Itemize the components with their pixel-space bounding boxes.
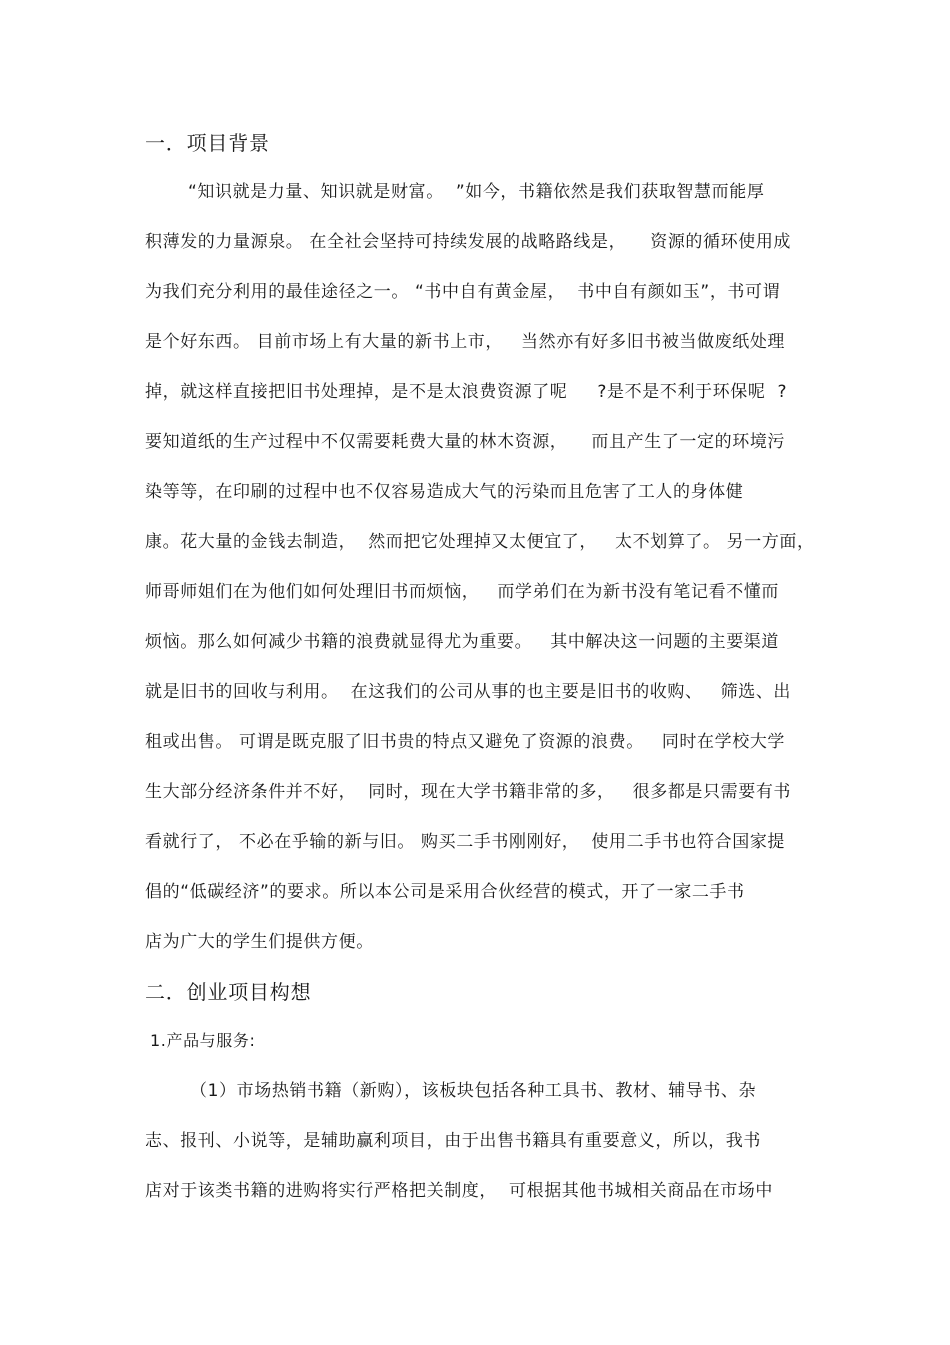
section-heading-startup-concept: 二．创业项目构想 xyxy=(145,980,312,1004)
paragraph-line: 倡的“低碳经济”的要求。所以本公司是采用合伙经营的模式，开了一家二手书 xyxy=(145,882,745,902)
paragraph-line: 染等等，在印刷的过程中也不仅容易造成大气的污染而且危害了工人的身体健 xyxy=(145,482,744,502)
paragraph-line: 为我们充分利用的最佳途径之一。 “书中自有黄金屋， 书中自有颜如玉”，书可谓 xyxy=(145,282,781,302)
paragraph-line: 积薄发的力量源泉。 在全社会坚持可持续发展的战略路线是， 资源的循环使用成 xyxy=(145,232,792,252)
paragraph-line: 就是旧书的回收与利用。 在这我们的公司从事的也主要是旧书的收购、 筛选、出 xyxy=(145,682,792,702)
paragraph-line: 烦恼。那么如何减少书籍的浪费就显得尤为重要。 其中解决这一问题的主要渠道 xyxy=(145,632,780,652)
paragraph-line: （1）市场热销书籍（新购），该板块包括各种工具书、教材、辅导书、杂 xyxy=(190,1081,757,1101)
paragraph-line: “知识就是力量、知识就是财富。 ”如今，书籍依然是我们获取智慧而能厚 xyxy=(188,182,765,202)
paragraph-line: 志、报刊、小说等，是辅助赢利项目，由于出售书籍具有重要意义，所以，我书 xyxy=(145,1131,761,1151)
paragraph-line: 掉，就这样直接把旧书处理掉，是不是太浪费资源了呢 ?是不是不利于环保呢 ? xyxy=(145,382,788,402)
paragraph-line: 师哥师姐们在为他们如何处理旧书而烦恼， 而学弟们在为新书没有笔记看不懂而 xyxy=(145,582,780,602)
subsection-heading-products-services: 1.产品与服务: xyxy=(150,1031,256,1050)
paragraph-line: 生大部分经济条件并不好， 同时，现在大学书籍非常的多， 很多都是只需要有书 xyxy=(145,782,792,802)
paragraph-line: 看就行了， 不必在乎输的新与旧。 购买二手书刚刚好， 使用二手书也符合国家提 xyxy=(145,832,786,852)
paragraph-line: 店对于该类书籍的进购将实行严格把关制度， 可根据其他书城相关商品在市场中 xyxy=(145,1181,774,1201)
paragraph-line: 要知道纸的生产过程中不仅需要耗费大量的林木资源， 而且产生了一定的环境污 xyxy=(145,432,786,452)
section-heading-project-background: 一．项目背景 xyxy=(145,131,270,155)
paragraph-line: 租或出售。 可谓是既克服了旧书贵的特点又避免了资源的浪费。 同时在学校大学 xyxy=(145,732,786,752)
paragraph-line: 康。花大量的金钱去制造， 然而把它处理掉又太便宜了， 太不划算了。 另一方面， xyxy=(145,532,815,552)
paragraph-line: 是个好东西。 目前市场上有大量的新书上市， 当然亦有好多旧书被当做废纸处理 xyxy=(145,332,786,352)
paragraph-line: 店为广大的学生们提供方便。 xyxy=(145,932,374,952)
